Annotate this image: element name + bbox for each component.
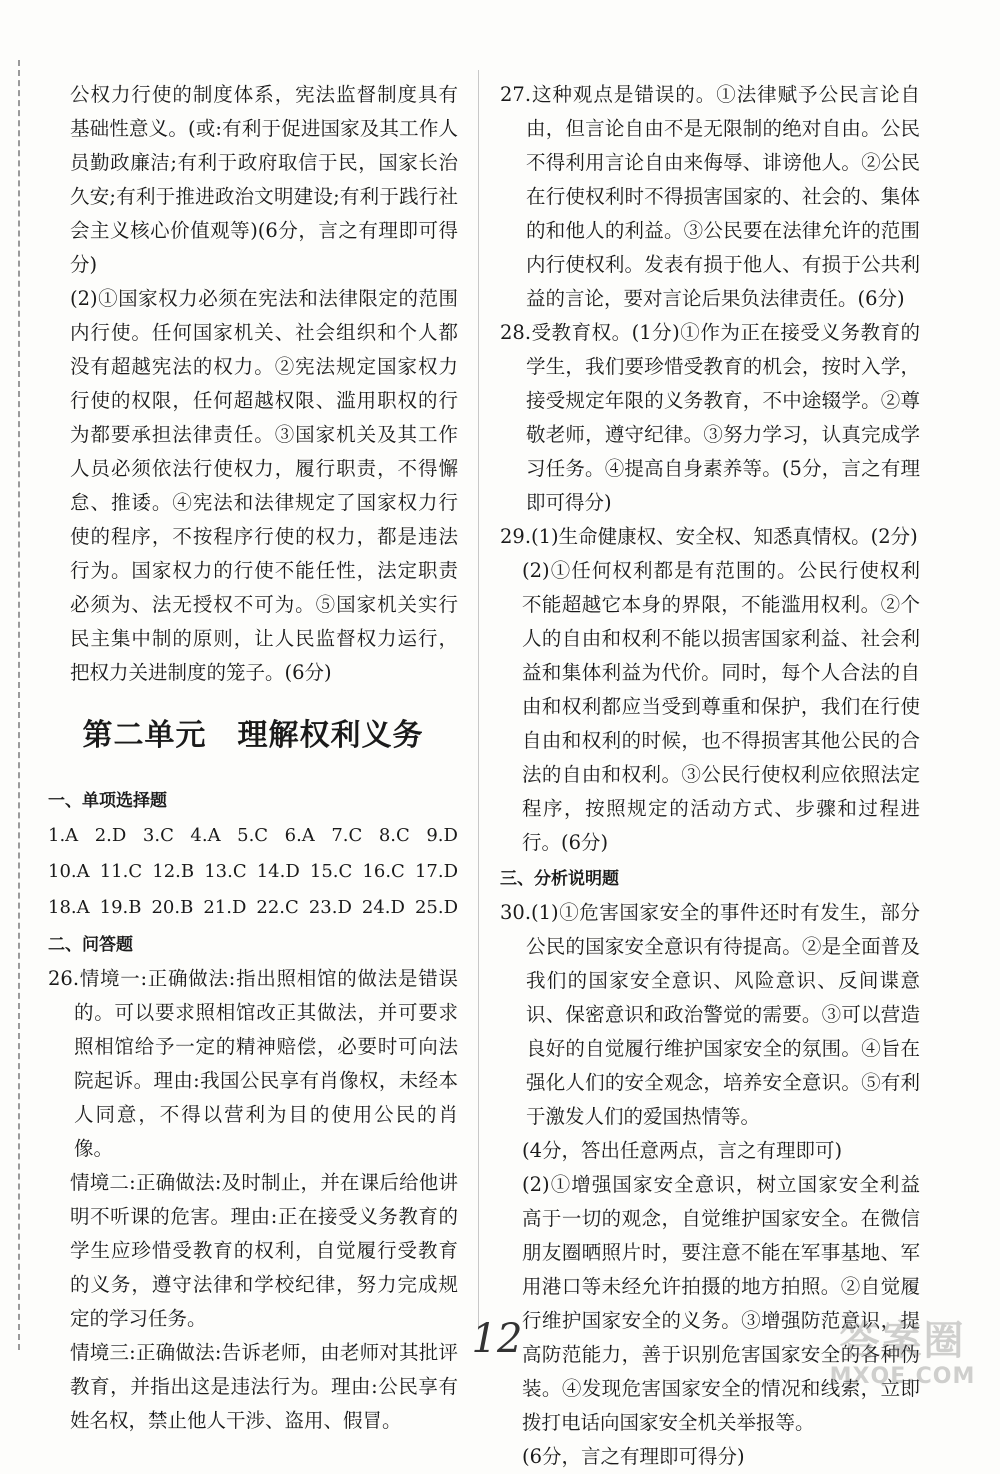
answer-25-part2: (2)①国家权力必须在宪法和法律限定的范围内行使。任何国家机关、社会组织和个人都没有超越宪法的权力。②宪法规定国家权力行使的权限，任何超越权限、滥用职权的行为都要承担法律责任。③国家机关及其工作人员必须依法行使权力，履行职责，不得懈怠、推诿。④宪法和法律规定了国家权力行使的程序，不按程序行使的权力，都是违法行为。国家权力的行使不能任性，法定职责必须为、法无授权不可为。⑤国家机关实行民主集中制的原则，让人民监督权力运行，把权力关进制度的笼子。(6分) — [70, 287, 458, 684]
answer-26-scenario3: 情境三:正确做法:告诉老师，由老师对其批评教育，并指出这是违法行为。理由:公民享有姓名权，禁止他人干涉、盗用、假冒。 — [70, 1341, 458, 1432]
answer-item: 23.D — [308, 897, 352, 918]
answer-item: 4.A — [190, 825, 221, 846]
answer-item: 2.D — [94, 825, 127, 846]
answer-30-part2-note: (6分，言之有理即可得分) — [522, 1445, 745, 1468]
answer-30-part1-note: (4分，答出任意两点，言之有理即可) — [522, 1139, 843, 1162]
answer-item: 20.B — [151, 897, 194, 918]
watermark-logo — [810, 1318, 995, 1398]
answer-29-part1: 29.(1)生命健康权、安全权、知悉真情权。(2分) — [500, 525, 918, 548]
answer-item: 3.C — [142, 825, 174, 846]
answer-item: 24.D — [361, 897, 405, 918]
answer-item: 6.A — [284, 825, 315, 846]
answer-row — [48, 818, 458, 854]
answer-item: 7.C — [331, 825, 363, 846]
section-heading-analysis: 三、分析说明题 — [500, 869, 619, 889]
answer-item: 21.D — [203, 897, 247, 918]
answer-item: 17.D — [414, 861, 458, 882]
answer-29-part2: (2)①任何权利都是有范围的。公民行使权利不能超越它本身的界限，不能滥用权利。②个人的自由和权利不能以损害国家利益、社会利益和集体利益为代价。同时，每个人合法的自由和权利都应当受到尊重和保护，我们在行使自由和权利的时候，也不得损害其他公民的合法的自由和权利。③公民行使权利应依照法定程序，按照规定的活动方式、步骤和过程进行。(6分) — [522, 559, 920, 854]
binding-line — [18, 60, 20, 1350]
answer-28: 28.受教育权。(1分)①作为正在接受义务教育的学生，我们要珍惜受教育的机会，按时入学，接受规定年限的义务教育，不中途辍学。②尊敬老师，遵守纪律。③努力学习，认真完成学习任务。④提高自身素养等。(5分，言之有理即可得分) — [500, 321, 920, 514]
left-column — [48, 78, 458, 1438]
answer-30-part2: (2)①增强国家安全意识，树立国家安全利益高于一切的观念，自觉维护国家安全。在微信朋友圈晒照片时，要注意不能在军事基地、军用港口等未经允许拍摄的地方拍照。②自觉履行维护国家安全的义务。③增强防范意识，提高防范能力，善于识别危害国家安全的各种伪装。④发现危害国家安全的情况和线索，立即拨打电话向国家安全机关举报等。 — [522, 1173, 920, 1434]
page-number: 12 — [471, 1316, 523, 1362]
answer-item: 5.C — [237, 825, 269, 846]
answer-item: 12.B — [152, 861, 195, 882]
answer-item: 19.B — [99, 897, 142, 918]
section-heading-single-choice: 一、单项选择题 — [48, 791, 167, 811]
answer-item: 25.D — [414, 897, 458, 918]
answer-row — [48, 854, 458, 890]
answer-row — [48, 890, 458, 926]
answer-27: 27.这种观点是错误的。①法律赋予公民言论自由，但言论自由不是无限制的绝对自由。公民不得利用言论自由来侮辱、诽谤他人。②公民在行使权利时不得损害国家的、社会的、集体的和他人的利益。③公民要在法律允许的范围内行使权利。发表有损于他人、有损于公共利益的言论，要对言论后果负法律责任。(6分) — [500, 83, 920, 310]
section-heading-qa: 二、问答题 — [48, 935, 133, 955]
answer-25-tail: 公权力行使的制度体系，宪法监督制度具有基础性意义。(或:有利于促进国家及其工作人员勤政廉洁;有利于政府取信于民，国家长治久安;有利于推进政治文明建设;有利于践行社会主义核心价值观等)(6分，言之有理即可得分) — [70, 83, 458, 276]
answer-item: 22.C — [256, 897, 299, 918]
answer-item: 15.C — [309, 861, 353, 882]
answer-item: 8.C — [378, 825, 410, 846]
answer-30-part1: 30.(1)①危害国家安全的事件还时有发生，部分公民的国家安全意识有待提高。②是全面普及我们的国家安全意识、风险意识、反间谍意识、保密意识和政治警觉的需要。③可以营造良好的自觉履行维护国家安全的氛围。④旨在强化人们的安全观念，培养安全意识。⑤有利于激发人们的爱国热情等。 — [500, 901, 920, 1128]
answer-item: 13.C — [204, 861, 247, 882]
right-column — [500, 78, 920, 1474]
answer-item: 11.C — [99, 861, 143, 882]
answer-26-scenario2: 情境二:正确做法:及时制止，并在课后给他讲明不听课的危害。理由:正在接受义务教育的学生应珍惜受教育的权利，自觉履行受教育的义务，遵守法律和学校纪律，努力完成规定的学习任务。 — [70, 1171, 458, 1330]
answer-26: 26.情境一:正确做法:指出照相馆的做法是错误的。可以要求照相馆改正其做法，并可要求照相馆给予一定的精神赔偿，必要时可向法院起诉。理由:我国公民享有肖像权，未经本人同意，不得以营利为目的使用公民的肖像。 — [48, 967, 458, 1160]
unit-title: 第二单元 理解权利义务 — [82, 718, 424, 753]
answer-item: 10.A — [48, 861, 90, 882]
watermark-url: MXQE.COM — [829, 1364, 976, 1389]
column-divider — [478, 70, 479, 1330]
answer-item: 9.D — [426, 825, 458, 846]
answer-item: 16.C — [362, 861, 405, 882]
answer-item: 1.A — [48, 825, 79, 846]
watermark-logo-text: 答案圈 — [839, 1318, 966, 1364]
answer-item: 14.D — [256, 861, 300, 882]
answer-item: 18.A — [48, 897, 90, 918]
